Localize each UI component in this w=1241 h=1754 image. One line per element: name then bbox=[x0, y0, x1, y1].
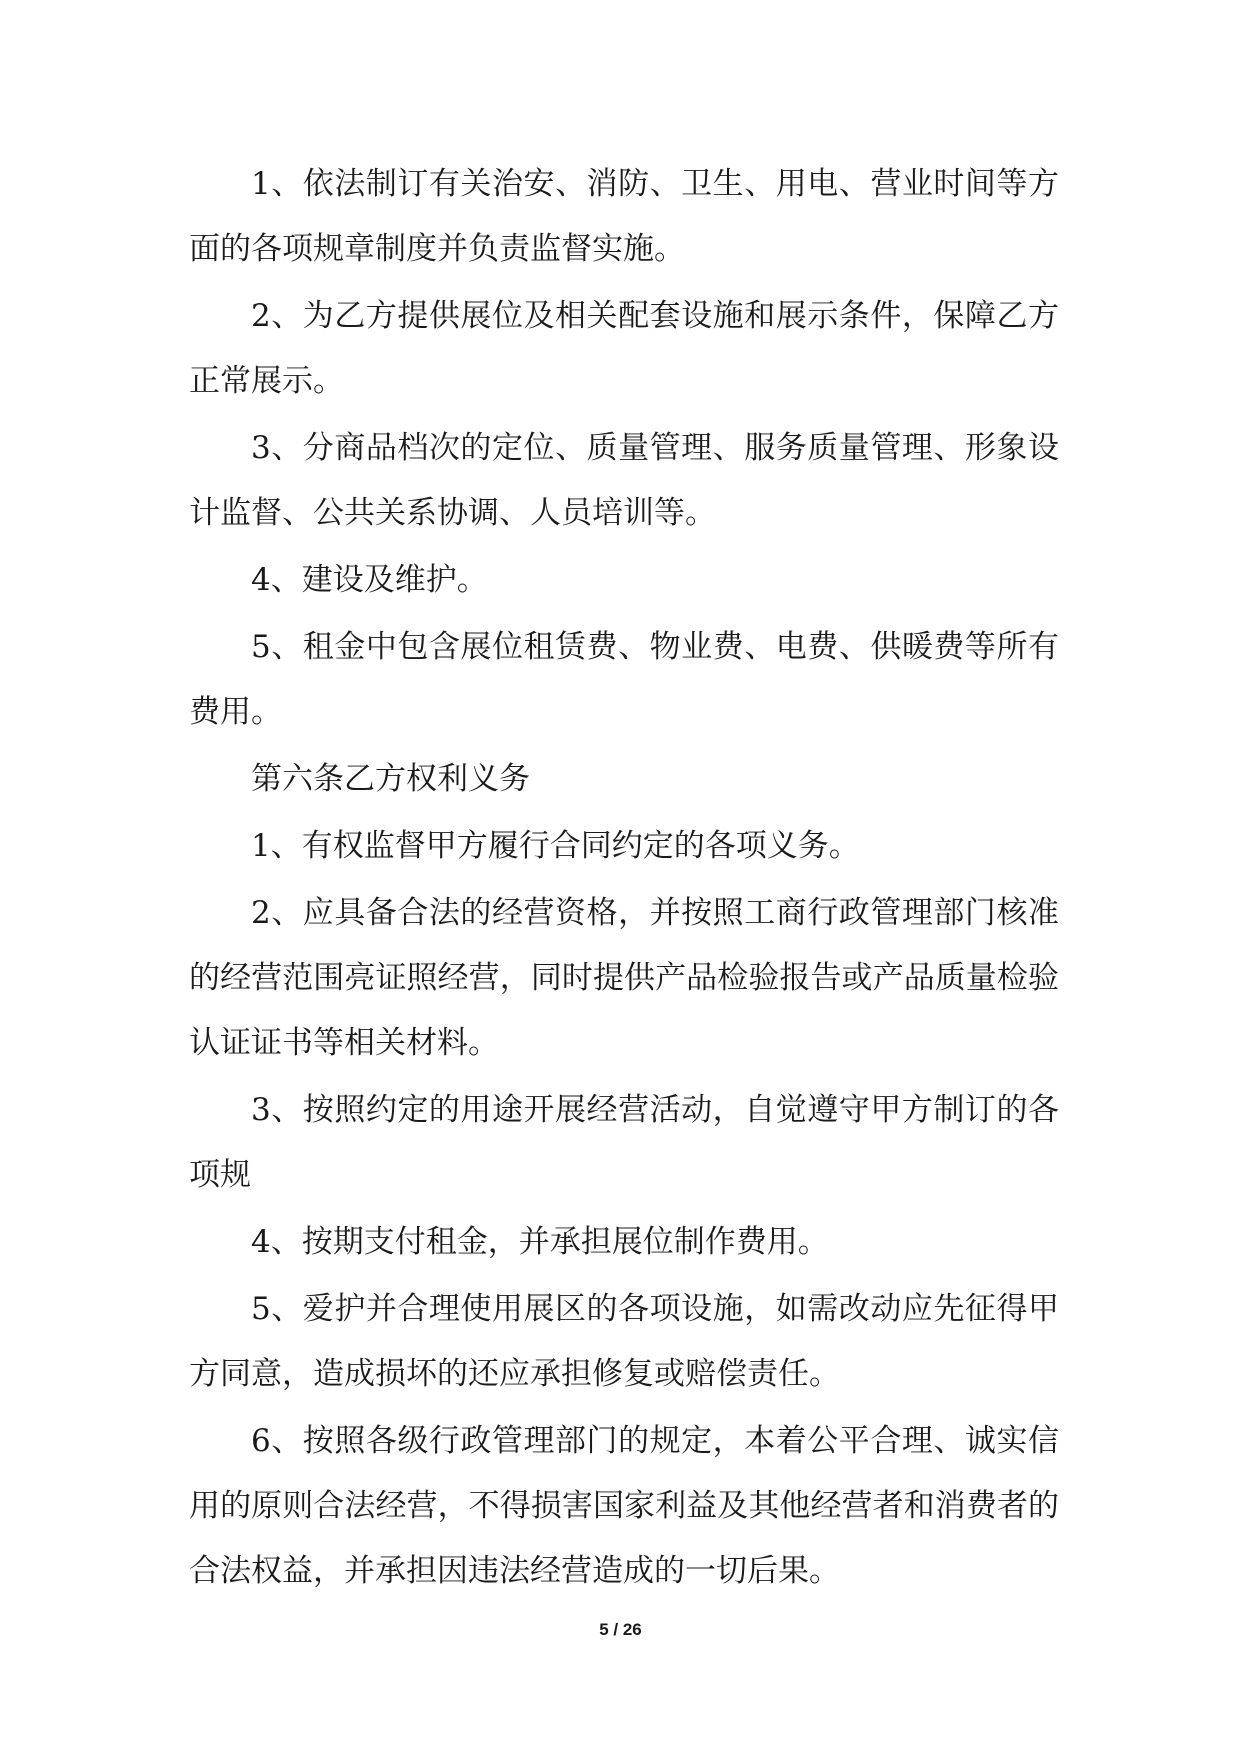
paragraph: 5、爱护并合理使用展区的各项设施，如需改动应先征得甲方同意，造成损坏的还应承担修复或赔偿责任。 bbox=[189, 1291, 1059, 1392]
paragraph: 4、建设及维护。 bbox=[251, 562, 488, 598]
document-body bbox=[189, 152, 1059, 1606]
paragraph: 5、租金中包含展位租赁费、物业费、电费、供暖费等所有费用。 bbox=[189, 629, 1059, 730]
page-number: 5 / 26 bbox=[599, 1620, 642, 1639]
paragraph: 3、分商品档次的定位、质量管理、服务质量管理、形象设计监督、公共关系协调、人员培训等。 bbox=[189, 430, 1059, 531]
section-heading: 第六条乙方权利义务 bbox=[251, 761, 530, 797]
paragraph: 2、应具备合法的经营资格，并按照工商行政管理部门核准的经营范围亮证照经营，同时提供产品检验报告或产品质量检验认证证书等相关材料。 bbox=[189, 895, 1059, 1061]
paragraph: 1、有权监督甲方履行合同约定的各项义务。 bbox=[251, 828, 860, 864]
paragraph: 4、按期支付租金，并承担展位制作费用。 bbox=[251, 1224, 829, 1260]
paragraph: 3、按照约定的用途开展经营活动，自觉遵守甲方制订的各项规 bbox=[189, 1092, 1059, 1193]
paragraph: 6、按照各级行政管理部门的规定，本着公平合理、诚实信用的原则合法经营，不得损害国家利益及其他经营者和消费者的合法权益，并承担因违法经营造成的一切后果。 bbox=[189, 1423, 1059, 1589]
paragraph: 1、依法制订有关治安、消防、卫生、用电、营业时间等方面的各项规章制度并负责监督实施。 bbox=[189, 166, 1059, 267]
paragraph: 2、为乙方提供展位及相关配套设施和展示条件，保障乙方正常展示。 bbox=[189, 298, 1059, 399]
